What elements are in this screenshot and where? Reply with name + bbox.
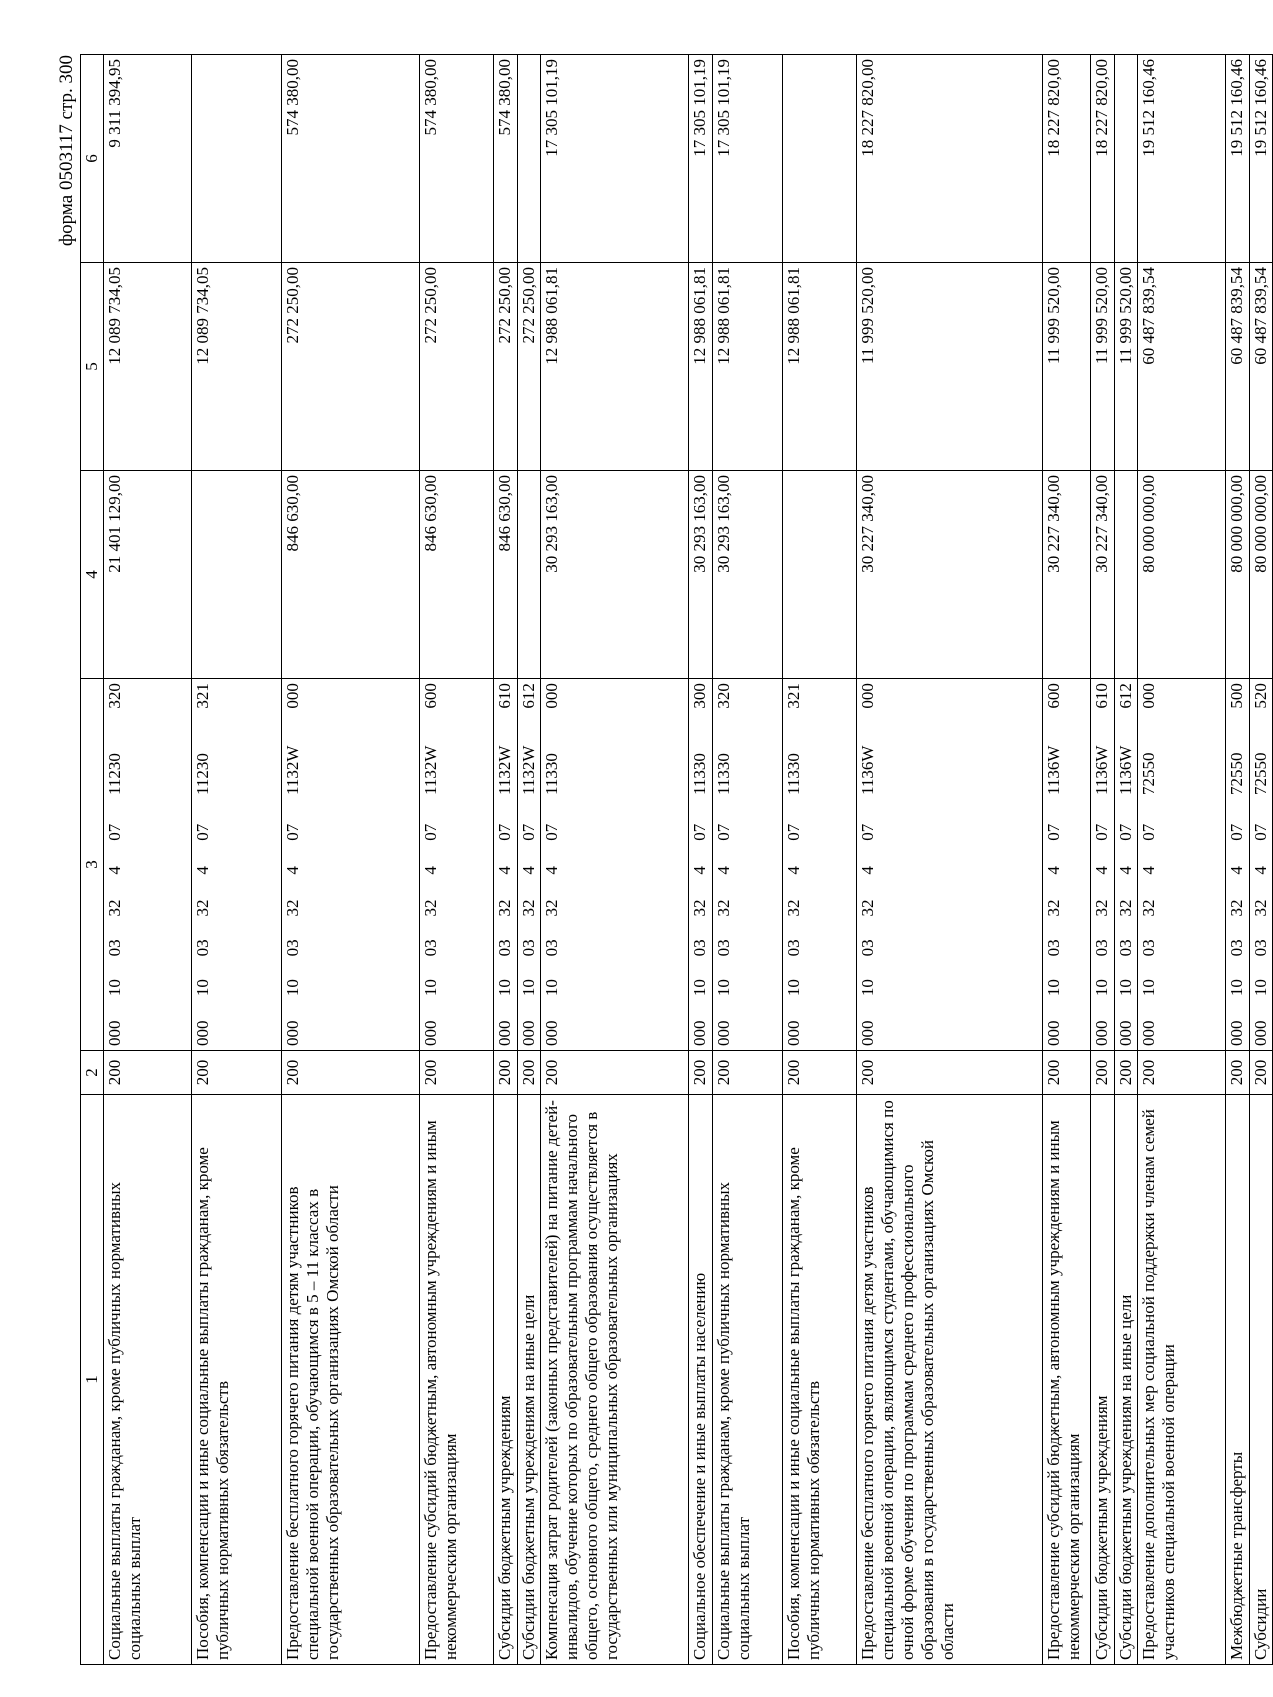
table-row [1250, 55, 1273, 1665]
row-name-cell: Социальные выплаты гражданам, кроме публичных нормативных социальных выплат [104, 1095, 192, 1665]
row-name-cell: Социальные выплаты гражданам, кроме публичных нормативных социальных выплат [713, 1095, 783, 1665]
code-segment: 03 [690, 939, 709, 957]
row-remaining-amount-cell [783, 55, 857, 263]
row-remaining-amount-cell: 18 227 820,00 [1091, 55, 1115, 263]
code-segment: 10 [1116, 979, 1135, 997]
row-classification-code-cell [1226, 679, 1250, 1051]
code-segment: 4 [519, 866, 538, 875]
row-remaining-amount-cell: 17 305 101,19 [541, 55, 689, 263]
code-segment: 000 [858, 683, 877, 709]
code-segment: 320 [714, 683, 733, 709]
code-segment: 000 [1139, 683, 1158, 709]
row-remaining-amount-cell: 18 227 820,00 [857, 55, 1043, 263]
code-segment: 72550 [1227, 752, 1246, 795]
row-line-code-cell: 200 [420, 1051, 494, 1095]
row-name-cell: Субсидии бюджетным учреждениям [1091, 1095, 1115, 1665]
row-remaining-amount-cell: 17 305 101,19 [689, 55, 713, 263]
code-segment: 11230 [193, 753, 212, 795]
code-segment: 1132W [421, 745, 440, 795]
code-segment: 4 [542, 866, 561, 875]
code-segment: 07 [283, 823, 302, 841]
code-segment: 03 [1092, 939, 1111, 957]
code-segment: 72550 [1139, 752, 1158, 795]
code-segment: 000 [858, 1020, 877, 1046]
row-classification-code-cell [420, 679, 494, 1051]
code-segment: 000 [283, 1020, 302, 1046]
row-remaining-amount-cell: 19 512 160,46 [1226, 55, 1250, 263]
row-executed-amount-cell: 12 988 061,81 [783, 263, 857, 471]
row-remaining-amount-cell: 19 512 160,46 [1138, 55, 1226, 263]
code-segment: 07 [858, 823, 877, 841]
table-row [783, 55, 857, 1665]
row-classification-code-cell [494, 679, 518, 1051]
row-name-cell: Субсидии [1250, 1095, 1273, 1665]
column-header: 3 [81, 679, 104, 1051]
code-segment: 000 [519, 1020, 538, 1046]
code-segment: 000 [1116, 1020, 1135, 1046]
code-segment: 03 [1044, 939, 1063, 957]
code-segment: 000 [1251, 1020, 1270, 1046]
code-segment: 10 [542, 979, 561, 997]
row-executed-amount-cell: 12 988 061,81 [541, 263, 689, 471]
code-segment: 07 [784, 823, 803, 841]
row-line-code-cell: 200 [713, 1051, 783, 1095]
row-line-code-cell: 200 [1250, 1051, 1273, 1095]
table-row [282, 55, 420, 1665]
code-segment: 11330 [714, 753, 733, 795]
table-row [1043, 55, 1091, 1665]
table-row [1138, 55, 1226, 1665]
row-line-code-cell: 200 [1115, 1051, 1138, 1095]
code-segment: 07 [1116, 823, 1135, 841]
table-row [857, 55, 1043, 1665]
row-approved-amount-cell: 30 227 340,00 [857, 471, 1043, 679]
classification-code [1116, 683, 1136, 1046]
table-row [541, 55, 689, 1665]
row-executed-amount-cell: 11 999 520,00 [1043, 263, 1091, 471]
code-segment: 000 [105, 1020, 124, 1046]
code-segment: 000 [1227, 1020, 1246, 1046]
code-segment: 32 [495, 899, 514, 917]
table-row [689, 55, 713, 1665]
table-row [713, 55, 783, 1665]
row-approved-amount-cell: 846 630,00 [494, 471, 518, 679]
classification-code [542, 683, 562, 1046]
table-row [518, 55, 541, 1665]
code-segment: 320 [105, 683, 124, 709]
row-executed-amount-cell: 11 999 520,00 [1091, 263, 1115, 471]
code-segment: 10 [784, 979, 803, 997]
code-segment: 1136W [1092, 745, 1111, 795]
document-page [56, 55, 1270, 1665]
code-segment: 000 [542, 1020, 561, 1046]
code-segment: 03 [193, 939, 212, 957]
row-remaining-amount-cell [518, 55, 541, 263]
code-segment: 1132W [519, 745, 538, 795]
code-segment: 520 [1251, 683, 1270, 709]
column-header: 6 [81, 55, 104, 263]
row-remaining-amount-cell: 574 380,00 [420, 55, 494, 263]
code-segment: 32 [714, 899, 733, 917]
row-line-code-cell: 200 [857, 1051, 1043, 1095]
row-classification-code-cell [1138, 679, 1226, 1051]
classification-code [495, 683, 515, 1046]
row-executed-amount-cell: 60 487 839,54 [1226, 263, 1250, 471]
row-classification-code-cell [104, 679, 192, 1051]
row-remaining-amount-cell: 18 227 820,00 [1043, 55, 1091, 263]
code-segment: 03 [858, 939, 877, 957]
code-segment: 32 [542, 899, 561, 917]
code-segment: 07 [1227, 823, 1246, 841]
classification-code [1227, 683, 1247, 1046]
row-executed-amount-cell: 12 089 734,05 [192, 263, 282, 471]
row-line-code-cell: 200 [494, 1051, 518, 1095]
row-name-cell: Межбюджетные трансферты [1226, 1095, 1250, 1665]
row-name-cell: Предоставление субсидий бюджетным, автономным учреждениям и иным некоммерческим организациям [420, 1095, 494, 1665]
code-segment: 300 [690, 683, 709, 709]
code-segment: 32 [784, 899, 803, 917]
code-segment: 03 [784, 939, 803, 957]
row-executed-amount-cell: 12 988 061,81 [713, 263, 783, 471]
code-segment: 07 [495, 823, 514, 841]
code-segment: 000 [690, 1020, 709, 1046]
row-line-code-cell: 200 [541, 1051, 689, 1095]
code-segment: 10 [1044, 979, 1063, 997]
code-segment: 1136W [858, 745, 877, 795]
code-segment: 000 [495, 1020, 514, 1046]
code-segment: 03 [714, 939, 733, 957]
row-name-cell: Компенсация затрат родителей (законных представителей) на питание детей-инвалидов, обучение которых по образовательным программам начального общего, основного общего, среднего общего образования осуществляется в государственных или муниципальных образовательных организациях [541, 1095, 689, 1665]
column-header: 5 [81, 263, 104, 471]
report-table [80, 54, 1273, 1665]
classification-code [1139, 683, 1159, 1046]
row-approved-amount-cell [518, 471, 541, 679]
code-segment: 32 [283, 899, 302, 917]
code-segment: 4 [1251, 866, 1270, 875]
code-segment: 03 [1139, 939, 1158, 957]
table-row [420, 55, 494, 1665]
code-segment: 4 [193, 866, 212, 875]
classification-code [421, 683, 441, 1046]
row-name-cell: Субсидии бюджетным учреждениям на иные цели [518, 1095, 541, 1665]
row-executed-amount-cell: 272 250,00 [420, 263, 494, 471]
code-segment: 07 [1251, 823, 1270, 841]
row-approved-amount-cell: 80 000 000,00 [1138, 471, 1226, 679]
row-line-code-cell: 200 [192, 1051, 282, 1095]
row-classification-code-cell [783, 679, 857, 1051]
code-segment: 07 [519, 823, 538, 841]
code-segment: 32 [1044, 899, 1063, 917]
form-caption: форма 0503117 стр. 300 [56, 55, 77, 247]
row-approved-amount-cell: 846 630,00 [420, 471, 494, 679]
classification-code [690, 683, 710, 1046]
code-segment: 500 [1227, 683, 1246, 709]
classification-code [1251, 683, 1271, 1046]
row-remaining-amount-cell: 17 305 101,19 [713, 55, 783, 263]
row-line-code-cell: 200 [1226, 1051, 1250, 1095]
row-executed-amount-cell: 12 089 734,05 [104, 263, 192, 471]
code-segment: 32 [105, 899, 124, 917]
table-row [1226, 55, 1250, 1665]
row-classification-code-cell [282, 679, 420, 1051]
row-classification-code-cell [857, 679, 1043, 1051]
row-classification-code-cell [1091, 679, 1115, 1051]
code-segment: 000 [283, 683, 302, 709]
code-segment: 000 [1139, 1020, 1158, 1046]
code-segment: 4 [858, 866, 877, 875]
code-segment: 32 [1139, 899, 1158, 917]
code-segment: 10 [495, 979, 514, 997]
row-approved-amount-cell: 30 293 163,00 [713, 471, 783, 679]
code-segment: 07 [690, 823, 709, 841]
row-remaining-amount-cell: 574 380,00 [282, 55, 420, 263]
code-segment: 612 [519, 683, 538, 709]
code-segment: 10 [1251, 979, 1270, 997]
code-segment: 11330 [784, 753, 803, 795]
code-segment: 32 [193, 899, 212, 917]
row-executed-amount-cell: 272 250,00 [494, 263, 518, 471]
code-segment: 32 [1116, 899, 1135, 917]
row-approved-amount-cell: 21 401 129,00 [104, 471, 192, 679]
code-segment: 07 [1044, 823, 1063, 841]
code-segment: 72550 [1251, 752, 1270, 795]
row-approved-amount-cell [1115, 471, 1138, 679]
table-row [494, 55, 518, 1665]
row-approved-amount-cell: 80 000 000,00 [1250, 471, 1273, 679]
code-segment: 600 [421, 683, 440, 709]
table-row [1115, 55, 1138, 1665]
row-approved-amount-cell [783, 471, 857, 679]
code-segment: 03 [283, 939, 302, 957]
code-segment: 11230 [105, 753, 124, 795]
row-line-code-cell: 200 [1091, 1051, 1115, 1095]
classification-code [519, 683, 539, 1046]
code-segment: 07 [421, 823, 440, 841]
code-segment: 03 [1116, 939, 1135, 957]
row-approved-amount-cell: 80 000 000,00 [1226, 471, 1250, 679]
code-segment: 11330 [542, 753, 561, 795]
table-body [104, 55, 1273, 1665]
code-segment: 32 [421, 899, 440, 917]
classification-code [714, 683, 734, 1046]
code-segment: 000 [784, 1020, 803, 1046]
code-segment: 4 [1227, 866, 1246, 875]
row-line-code-cell: 200 [689, 1051, 713, 1095]
row-name-cell: Предоставление бесплатного горячего питания детям участников специальной военной операции, обучающимся в 5 – 11 классах в государственных образовательных организациях Омской области [282, 1095, 420, 1665]
row-name-cell: Предоставление субсидий бюджетным, автономным учреждениям и иным некоммерческим организациям [1043, 1095, 1091, 1665]
code-segment: 610 [1092, 683, 1111, 709]
code-segment: 07 [1092, 823, 1111, 841]
classification-code [858, 683, 878, 1046]
code-segment: 07 [193, 823, 212, 841]
row-remaining-amount-cell: 574 380,00 [494, 55, 518, 263]
code-segment: 10 [193, 979, 212, 997]
code-segment: 03 [1251, 939, 1270, 957]
code-segment: 4 [1044, 866, 1063, 875]
code-segment: 4 [1092, 866, 1111, 875]
code-segment: 03 [105, 939, 124, 957]
classification-code [1092, 683, 1112, 1046]
classification-code [283, 683, 303, 1046]
column-header: 2 [81, 1051, 104, 1095]
code-segment: 10 [1227, 979, 1246, 997]
row-approved-amount-cell: 30 227 340,00 [1091, 471, 1115, 679]
row-classification-code-cell [1043, 679, 1091, 1051]
row-classification-code-cell [1115, 679, 1138, 1051]
row-executed-amount-cell: 60 487 839,54 [1250, 263, 1273, 471]
code-segment: 03 [519, 939, 538, 957]
code-segment: 11330 [690, 753, 709, 795]
row-classification-code-cell [713, 679, 783, 1051]
code-segment: 321 [784, 683, 803, 709]
code-segment: 000 [421, 1020, 440, 1046]
code-segment: 32 [858, 899, 877, 917]
row-approved-amount-cell: 30 293 163,00 [541, 471, 689, 679]
table-row [104, 55, 192, 1665]
row-name-cell: Предоставление бесплатного горячего питания детям участников специальной военной операции, являющимся студентами, обучающимися по очной форме обучения по программам среднего профессионального образования в государственных образовательных организациях Омской области [857, 1095, 1043, 1665]
row-line-code-cell: 200 [783, 1051, 857, 1095]
row-name-cell: Субсидии бюджетным учреждениям [494, 1095, 518, 1665]
row-name-cell: Предоставление дополнительных мер социальной поддержки членам семей участников специальной военной операции [1138, 1095, 1226, 1665]
row-line-code-cell: 200 [518, 1051, 541, 1095]
code-segment: 600 [1044, 683, 1063, 709]
code-segment: 32 [519, 899, 538, 917]
row-approved-amount-cell: 30 293 163,00 [689, 471, 713, 679]
row-remaining-amount-cell [192, 55, 282, 263]
code-segment: 03 [421, 939, 440, 957]
code-segment: 4 [283, 866, 302, 875]
column-header: 1 [81, 1095, 104, 1665]
row-executed-amount-cell: 272 250,00 [282, 263, 420, 471]
row-name-cell: Социальное обеспечение и иные выплаты населению [689, 1095, 713, 1665]
code-segment: 10 [283, 979, 302, 997]
row-classification-code-cell [541, 679, 689, 1051]
code-segment: 4 [1139, 866, 1158, 875]
row-executed-amount-cell: 272 250,00 [518, 263, 541, 471]
code-segment: 10 [1139, 979, 1158, 997]
code-segment: 10 [421, 979, 440, 997]
code-segment: 32 [690, 899, 709, 917]
row-classification-code-cell [689, 679, 713, 1051]
code-segment: 1132W [283, 745, 302, 795]
code-segment: 321 [193, 683, 212, 709]
row-line-code-cell: 200 [1138, 1051, 1226, 1095]
code-segment: 000 [1092, 1020, 1111, 1046]
classification-code [105, 683, 125, 1046]
code-segment: 4 [421, 866, 440, 875]
code-segment: 10 [105, 979, 124, 997]
code-segment: 07 [542, 823, 561, 841]
row-line-code-cell: 200 [282, 1051, 420, 1095]
code-segment: 03 [1227, 939, 1246, 957]
code-segment: 10 [1092, 979, 1111, 997]
code-segment: 07 [1139, 823, 1158, 841]
row-remaining-amount-cell [1115, 55, 1138, 263]
row-classification-code-cell [518, 679, 541, 1051]
classification-code [784, 683, 804, 1046]
row-line-code-cell: 200 [1043, 1051, 1091, 1095]
row-line-code-cell: 200 [104, 1051, 192, 1095]
row-approved-amount-cell [192, 471, 282, 679]
code-segment: 1136W [1044, 745, 1063, 795]
header-row [81, 55, 104, 1665]
code-segment: 000 [193, 1020, 212, 1046]
row-name-cell: Пособия, компенсации и иные социальные выплаты гражданам, кроме публичных нормативных обязательств [783, 1095, 857, 1665]
code-segment: 000 [542, 683, 561, 709]
classification-code [193, 683, 213, 1046]
code-segment: 07 [105, 823, 124, 841]
table-row [192, 55, 282, 1665]
row-remaining-amount-cell: 19 512 160,46 [1250, 55, 1273, 263]
code-segment: 4 [784, 866, 803, 875]
row-executed-amount-cell: 11 999 520,00 [857, 263, 1043, 471]
code-segment: 4 [714, 866, 733, 875]
row-executed-amount-cell: 12 988 061,81 [689, 263, 713, 471]
code-segment: 07 [714, 823, 733, 841]
code-segment: 612 [1116, 683, 1135, 709]
code-segment: 4 [1116, 866, 1135, 875]
row-approved-amount-cell: 846 630,00 [282, 471, 420, 679]
row-name-cell: Субсидии бюджетным учреждениям на иные цели [1115, 1095, 1138, 1665]
code-segment: 03 [495, 939, 514, 957]
row-remaining-amount-cell: 9 311 394,95 [104, 55, 192, 263]
code-segment: 000 [714, 1020, 733, 1046]
row-executed-amount-cell: 60 487 839,54 [1138, 263, 1226, 471]
code-segment: 03 [542, 939, 561, 957]
table-row [1091, 55, 1115, 1665]
code-segment: 4 [495, 866, 514, 875]
row-executed-amount-cell: 11 999 520,00 [1115, 263, 1138, 471]
row-approved-amount-cell: 30 227 340,00 [1043, 471, 1091, 679]
code-segment: 10 [519, 979, 538, 997]
row-classification-code-cell [1250, 679, 1273, 1051]
code-segment: 4 [690, 866, 709, 875]
table-header [81, 55, 104, 1665]
row-classification-code-cell [192, 679, 282, 1051]
code-segment: 610 [495, 683, 514, 709]
row-name-cell: Пособия, компенсации и иные социальные выплаты гражданам, кроме публичных нормативных обязательств [192, 1095, 282, 1665]
code-segment: 10 [690, 979, 709, 997]
code-segment: 32 [1227, 899, 1246, 917]
code-segment: 10 [858, 979, 877, 997]
code-segment: 1132W [495, 745, 514, 795]
code-segment: 32 [1092, 899, 1111, 917]
code-segment: 1136W [1116, 745, 1135, 795]
code-segment: 10 [714, 979, 733, 997]
classification-code [1044, 683, 1064, 1046]
code-segment: 000 [1044, 1020, 1063, 1046]
code-segment: 4 [105, 866, 124, 875]
code-segment: 32 [1251, 899, 1270, 917]
column-header: 4 [81, 471, 104, 679]
